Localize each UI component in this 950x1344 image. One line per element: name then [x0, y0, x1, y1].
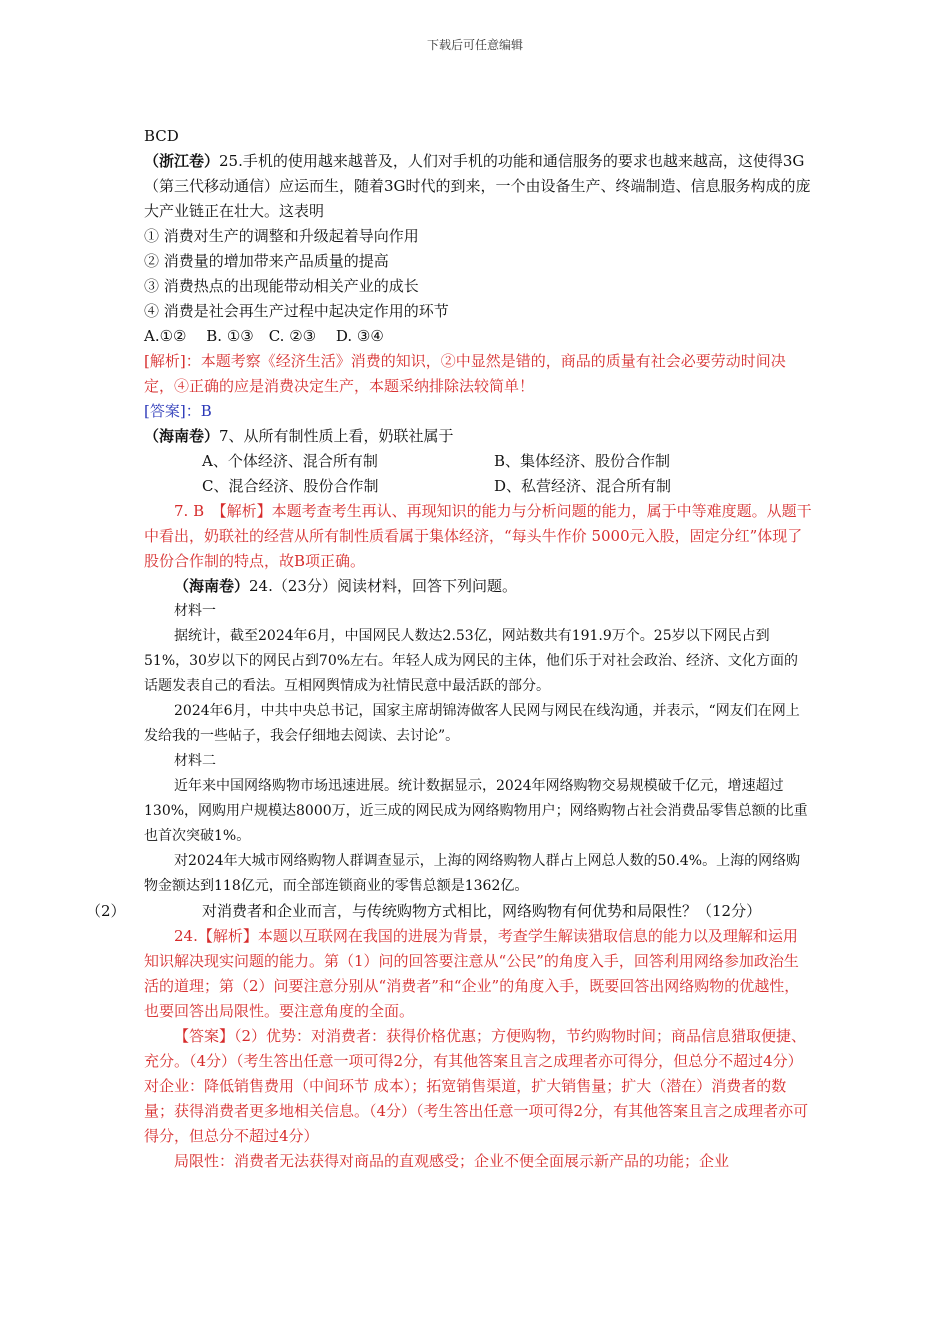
option-b: B、集体经济、股份合作制 — [494, 452, 671, 470]
options-row-2 — [144, 474, 812, 499]
source-label: （海南卷） — [144, 427, 220, 445]
option-d: D、私营经济、混合所有制 — [494, 477, 672, 495]
page-header: 下载后可任意编辑 — [426, 38, 523, 52]
option-1: ① 消费对生产的调整和升级起着导向作用 — [144, 227, 419, 245]
answer-24: 【答案】（2）优势：对消费者：获得价格优惠；方便购物，节约购物时间；商品信息猎取便捷、充分。（4分）（考生答出任意一项可得2分，有其他答案且言之成理者亦可得分，但总分不超过4分）对企业：降低销售费用（中间环节 成本）；拓宽销售渠道，扩大销售量；扩大（潜在）消费者的数量；获得消费者更多地相关信息。（4分）（考生答出任意一项可得2分，有其他答案且言之成理者亦可得分，但总分不超过4分） — [144, 1027, 809, 1145]
option-3: ③ 消费热点的出现能带动相关产业的成长 — [144, 277, 419, 295]
sub-question-2 — [86, 899, 812, 924]
source-label: （浙江卷） — [144, 152, 220, 170]
analysis-text: [解析]：本题考察《经济生活》消费的知识，②中显然是错的，商品的质量有社会必要劳动时间决定，④正确的应是消费决定生产，本题采纳排除法较简单！ — [144, 352, 786, 395]
question-7 — [144, 424, 812, 449]
document-body — [86, 124, 812, 1174]
option-c: C、混合经济、股份合作制 — [202, 477, 379, 495]
answer-line: BCD — [144, 127, 179, 145]
option-2: ② 消费量的增加带来产品质量的提高 — [144, 252, 389, 270]
question-24 — [144, 574, 812, 599]
choices-line: A.①② B. ①③ C. ②③ D. ③④ — [144, 327, 384, 345]
material-2-para-2: 对2024年大城市网络购物人群调查显示，上海的网络购物人群占上网总人数的50.4%。上海的网络购物金额达到118亿元，而全部连锁商业的零售总额是1362亿。 — [144, 853, 801, 894]
limitations-text: 局限性：消费者无法获得对商品的直观感受；企业不便全面展示新产品的功能；企业 — [174, 1152, 730, 1170]
answer-text: [答案]：B — [144, 402, 212, 420]
question-text: 24.（23分）阅读材料，回答下列问题。 — [249, 577, 517, 595]
material-1-para-1: 据统计，截至2024年6月，中国网民人数达2.53亿，网站数共有191.9万个。25岁以下网民占到51%，30岁以下的网民占到70%左右。年轻人成为网民的主体，他们乐于对社会政治、经济、文化方面的话题发表自己的看法。互相网舆情成为社情民意中最活跃的部分。 — [144, 628, 799, 694]
material-2-para-1: 近年来中国网络购物市场迅速进展。统计数据显示，2024年网络购物交易规模破千亿元，增速超过130%，网购用户规模达8000万，近三成的网民成为网络购物用户；网络购物占社会消费品零售总额的比重也首次突破1%。 — [144, 778, 808, 844]
option-4: ④ 消费是社会再生产过程中起决定作用的环节 — [144, 302, 449, 320]
sub-question-text: 对消费者和企业而言，与传统购物方式相比，网络购物有何优势和局限性？（12分） — [202, 902, 762, 920]
options-row-1 — [144, 449, 812, 474]
question-text: 7、从所有制性质上看，奶联社属于 — [219, 427, 454, 445]
question-text: 25.手机的使用越来越普及，人们对手机的功能和通信服务的要求也越来越高，这使得3G（第三代移动通信）应运而生，随着3G时代的到来，一个由设备生产、终端制造、信息服务构成的庞大产业链正在壮大。这表明 — [144, 152, 811, 220]
question-25 — [144, 149, 812, 224]
analysis-24: 24.【解析】本题以互联网在我国的进展为背景，考查学生解读猎取信息的能力以及理解和运用知识解决现实问题的能力。第（1）问的回答要注意从“公民”的角度入手，回答利用网络参加政治生活的道理；第（2）问要注意分别从“消费者”和“企业”的角度入手，既要回答出网络购物的优越性，也要回答出局限性。要注意角度的全面。 — [144, 927, 800, 1020]
sub-question-number: （2） — [86, 902, 126, 920]
option-a: A、个体经济、混合所有制 — [202, 452, 378, 470]
material-2-title: 材料二 — [174, 753, 216, 769]
analysis-7: 7. B 【解析】本题考查考生再认、再现知识的能力与分析问题的能力，属于中等难度题。从题干中看出，奶联社的经营从所有制性质看属于集体经济，“每头牛作价 5000元入股，固定分红”体现了股份合作制的特点，故B项正确。 — [144, 502, 812, 570]
material-1-title: 材料一 — [174, 603, 216, 619]
source-label: （海南卷） — [174, 577, 250, 595]
material-1-para-2: 2024年6月，中共中央总书记，国家主席胡锦涛做客人民网与网民在线沟通，并表示，“网友们在网上发给我的一些帖子，我会仔细地去阅读、去讨论”。 — [144, 703, 800, 744]
